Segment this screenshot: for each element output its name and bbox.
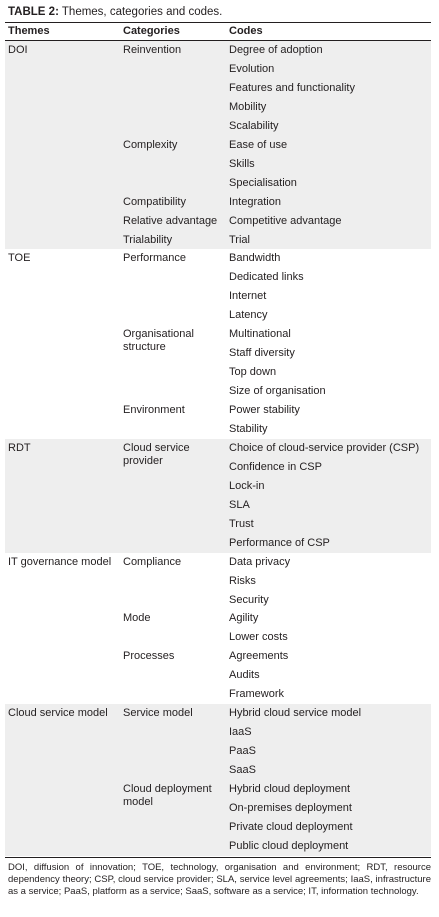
code-cell: Performance of CSP — [229, 536, 330, 549]
code-cell: Latency — [229, 309, 268, 322]
code-cell: Lock-in — [229, 479, 265, 492]
code-cell: PaaS — [229, 745, 256, 758]
theme-cell: IT governance model — [8, 555, 112, 568]
category-cell: Relative advantage — [123, 214, 218, 227]
code-cell: Specialisation — [229, 176, 297, 189]
category-cell: Compatibility — [123, 195, 186, 208]
theme-cell: RDT — [8, 441, 31, 454]
theme-group — [5, 41, 431, 249]
code-cell: Stability — [229, 422, 268, 435]
theme-group — [5, 439, 431, 553]
category-cell: Cloud service provider — [123, 441, 190, 467]
code-cell: Skills — [229, 157, 255, 170]
code-cell: Mobility — [229, 100, 267, 113]
code-cell: SLA — [229, 498, 250, 511]
category-cell: Trialability — [123, 233, 173, 246]
theme-group — [5, 553, 431, 705]
code-cell: Size of organisation — [229, 385, 326, 398]
code-cell: Hybrid cloud deployment — [229, 783, 351, 796]
code-cell: Staff diversity — [229, 347, 295, 360]
category-cell: Organisational structure — [123, 328, 194, 354]
code-cell: Trial — [229, 233, 250, 246]
theme-group — [5, 249, 431, 439]
category-cell: Compliance — [123, 555, 182, 568]
category-cell: Processes — [123, 650, 175, 663]
header-categories: Categories — [123, 25, 180, 37]
category-cell: Environment — [123, 404, 185, 417]
code-cell: Public cloud deployment — [229, 839, 349, 852]
category-cell: Mode — [123, 612, 151, 625]
code-cell: Data privacy — [229, 555, 291, 568]
code-cell: Audits — [229, 669, 260, 682]
code-cell: Internet — [229, 290, 267, 303]
code-cell: Agreements — [229, 650, 289, 663]
code-cell: On-premises deployment — [229, 802, 352, 814]
header-codes: Codes — [229, 25, 263, 37]
code-cell: Degree of adoption — [229, 44, 323, 56]
code-cell: Private cloud deployment — [229, 820, 353, 833]
category-cell: Cloud deployment model — [123, 783, 212, 809]
table-caption — [8, 5, 222, 20]
theme-cell: TOE — [8, 252, 31, 265]
code-cell: Agility — [229, 612, 259, 625]
category-cell: Service model — [123, 707, 193, 720]
category-cell: Performance — [123, 252, 186, 265]
category-cell: Complexity — [123, 138, 178, 151]
code-cell: SaaS — [229, 764, 256, 777]
code-cell: Power stability — [229, 404, 300, 417]
code-cell: Hybrid cloud service model — [229, 707, 362, 720]
code-cell: Choice of cloud-service provider (CSP) — [229, 441, 420, 454]
header-themes: Themes — [8, 25, 50, 37]
caption-label: TABLE 2: — [8, 6, 59, 18]
table-header — [5, 23, 431, 40]
theme-cell: Cloud service model — [8, 707, 108, 720]
code-cell: Risks — [229, 574, 256, 587]
code-cell: Ease of use — [229, 138, 288, 151]
code-cell: Dedicated links — [229, 271, 304, 284]
bottom-rule — [5, 857, 431, 858]
code-cell: Competitive advantage — [229, 214, 342, 227]
code-cell: Scalability — [229, 119, 279, 132]
theme-group — [5, 704, 431, 856]
table-footnote: DOI, diffusion of innovation; TOE, technology, organisation and environment; RDT, resource dependency theory; CSP, cloud service provider; SLA, service level agreements; IaaS, infrastructure as a service; PaaS, platform as a service; SaaS, software as a service; IT, information technology. — [8, 862, 431, 897]
code-cell: IaaS — [229, 726, 252, 739]
code-cell: Framework — [229, 688, 285, 701]
code-cell: Evolution — [229, 62, 275, 75]
category-cell: Reinvention — [123, 44, 182, 56]
code-cell: Confidence in CSP — [229, 460, 322, 473]
theme-cell: DOI — [8, 44, 28, 56]
code-cell: Features and functionality — [229, 81, 355, 94]
code-cell: Trust — [229, 517, 254, 530]
code-cell: Integration — [229, 195, 281, 208]
caption-text: Themes, categories and codes. — [58, 6, 223, 18]
code-cell: Bandwidth — [229, 252, 281, 265]
code-cell: Multinational — [229, 328, 291, 341]
code-cell: Lower costs — [229, 631, 288, 644]
code-cell: Security — [229, 593, 269, 606]
code-cell: Top down — [229, 366, 277, 379]
